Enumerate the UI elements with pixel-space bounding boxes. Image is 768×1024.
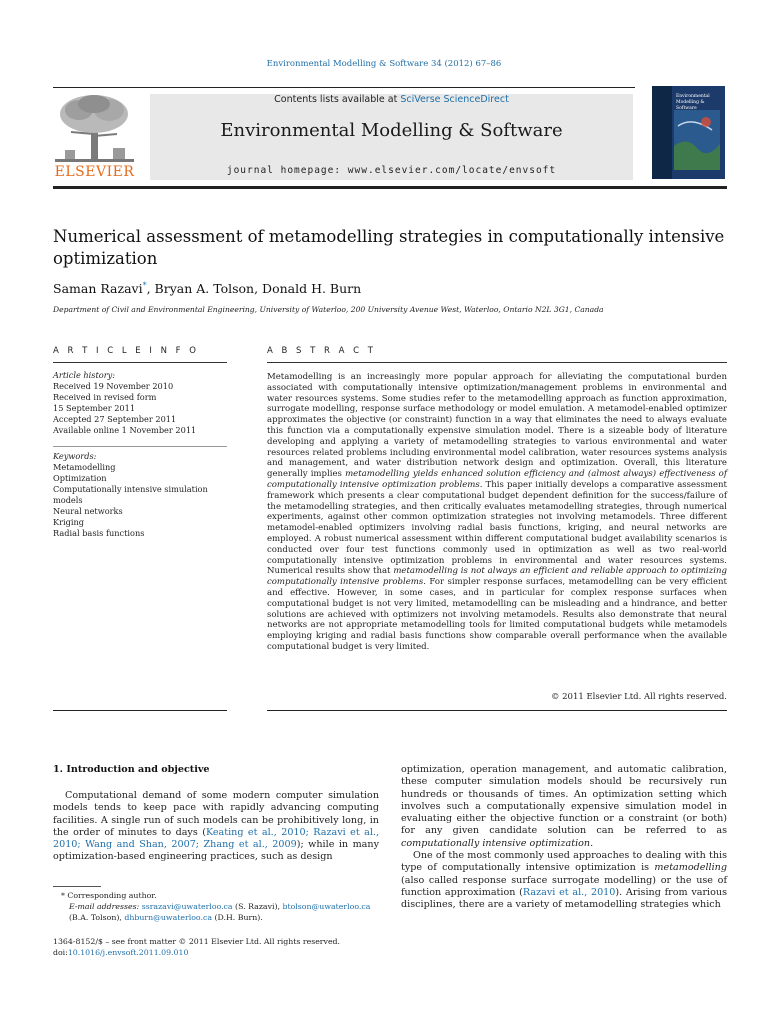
citation-link[interactable]: Keating et al., 2010; Razavi et al., 2010; Wang and Shan, 2007; Zhang et al., 2009 xyxy=(53,826,379,851)
corresponding-author-note: * Corresponding author. xyxy=(61,891,157,900)
keyword-item: Radial basis functions xyxy=(53,528,145,538)
abstract-italic-1: metamodelling yields enhanced solution efficiency and (almost always) effectiveness of computationally intensive optimization problems xyxy=(267,469,727,490)
keyword-item: Metamodelling xyxy=(53,462,116,472)
abstract-italic-2: metamodelling is not always an efficient and reliable approach to optimizing computationally intensive problems xyxy=(267,566,727,588)
history-label: Article history: xyxy=(53,370,115,380)
journal-name: Environmental Modelling & Software xyxy=(220,120,563,141)
other-authors: , Bryan A. Tolson, Donald H. Burn xyxy=(146,281,362,297)
author-razavi: Saman Razavi xyxy=(53,281,143,297)
email-label: E-mail addresses: xyxy=(69,902,142,911)
footnote-rule xyxy=(53,886,101,887)
email-owner: (B.A. Tolson), xyxy=(69,913,125,922)
elsevier-wordmark: ELSEVIER xyxy=(54,164,135,180)
history-item: Accepted 27 September 2011 xyxy=(53,414,177,424)
contents-line xyxy=(150,94,633,105)
footnote xyxy=(53,890,383,923)
header-bottom-rule xyxy=(53,186,727,189)
doi-link[interactable]: 10.1016/j.envsoft.2011.09.010 xyxy=(67,948,189,957)
cover-title: Environmental Modelling & Software xyxy=(676,94,710,111)
abstract-heading: A B S T R A C T xyxy=(267,346,376,356)
section-heading: 1. Introduction and objective xyxy=(53,764,210,775)
intro-paragraph-1-cont xyxy=(401,764,727,850)
contents-prefix: Contents lists available at xyxy=(274,94,401,105)
abstract-text xyxy=(267,372,727,653)
keywords-label: Keywords: xyxy=(53,451,97,461)
email-link[interactable]: ssrazavi@uwaterloo.ca xyxy=(141,902,233,911)
corresponding-author-mark[interactable]: * xyxy=(142,281,147,290)
keywords xyxy=(53,451,233,539)
history-item: Received 19 November 2010 xyxy=(53,381,174,391)
email-line xyxy=(53,901,383,923)
journal-cover-image[interactable] xyxy=(652,86,725,179)
article-title: Numerical assessment of metamodelling strategies in computationally intensive optimization xyxy=(53,227,725,268)
right-column xyxy=(401,764,727,912)
intro-italic: metamodelling xyxy=(654,862,727,874)
keyword-item: models xyxy=(53,495,83,505)
abstract-part-3: . For simpler response surfaces, metamodelling can be very efficient and effective. However, in some cases, and in particular for complex response surfaces when computational budget is not very limited, metamodelling can be misleading and a hindrance, and better solutions are achieved with optimizers not involving metamodels. Results also demonstrate that neural networks are not appropriate metamodelling tools for limited computational budgets while metamodels employing kriging and radial basis functions show comparable overall performance when the available computational budget is very limited. xyxy=(267,577,727,652)
author-list xyxy=(53,281,361,296)
intro-paragraph-2 xyxy=(401,850,727,911)
email-link[interactable]: dhburn@uwaterloo.ca xyxy=(124,913,212,922)
abstract-rule xyxy=(267,362,727,363)
abstract-copyright: © 2011 Elsevier Ltd. All rights reserved. xyxy=(550,692,727,702)
intro-italic: computationally intensive optimization xyxy=(401,837,591,849)
intro-text: . xyxy=(590,837,594,849)
affiliation: Department of Civil and Environmental Engineering, University of Waterloo, 200 University Avenue West, Waterloo, Ontario N2L 3G1, Canada xyxy=(53,305,604,314)
abstract-part-2: . This paper initially develops a comparative assessment framework which presents a clear computational budget dependent definition for the success/failure of the metamodelling strategies, and then critically evaluates metamodelling strategies, through numerical experiments, against other common optimization strategies not involving metamodels. Three different metamodel-enabled optimizers involving radial basis functions, kriging, and neural networks are employed. A robust numerical assessment within different computational budget availability scenarios is conducted over four test functions commonly used in optimization as well as two real-world computationally intensive optimization problems in environmental and water resources systems. Numerical results show that xyxy=(267,479,727,577)
history-item: Available online 1 November 2011 xyxy=(53,425,197,435)
email-link[interactable]: btolson@uwaterloo.ca xyxy=(282,902,371,911)
intro-paragraph-1 xyxy=(53,790,379,864)
intro-text: ). Arising from various disciplines, there are a variety of metamodelling strategies which xyxy=(401,886,727,911)
article-info-heading: A R T I C L E I N F O xyxy=(53,346,199,356)
journal-reference[interactable]: Environmental Modelling & Software 34 (2012) 67–86 xyxy=(266,59,502,69)
article-history xyxy=(53,370,233,436)
keyword-item: Neural networks xyxy=(53,506,123,516)
history-item: Received in revised form xyxy=(53,392,157,402)
keyword-item: Computationally intensive simulation xyxy=(53,484,208,494)
keyword-item: Kriging xyxy=(53,517,85,527)
article-info-divider xyxy=(53,446,227,447)
intro-text: Computational demand of some modern computer simulation models tends to keep pace with rapidly advancing computing facilities. A single run of such models can be prohibitively long, in the order of minutes to days ( xyxy=(53,790,379,838)
citation-link[interactable]: Razavi et al., 2010 xyxy=(522,886,616,898)
tree-logo-icon xyxy=(53,92,136,164)
intro-text: ); while in many optimization-based engineering practices, such as design xyxy=(53,839,379,863)
history-item: 15 September 2011 xyxy=(53,403,136,413)
doi-line xyxy=(53,947,383,958)
issn-line: 1364-8152/$ – see front matter © 2011 Elsevier Ltd. All rights reserved. xyxy=(53,937,341,946)
keyword-item: Optimization xyxy=(53,473,107,483)
journal-homepage[interactable]: journal homepage: www.elsevier.com/locate/envsoft xyxy=(226,165,557,176)
intro-text: One of the most commonly used approaches to dealing with this type of computationally intensive optimization is xyxy=(401,850,727,874)
email-owner: (D.H. Burn). xyxy=(211,913,263,922)
doi-label: doi: xyxy=(53,948,68,957)
abstract-part-1: Metamodelling is an increasingly more popular approach for alleviating the computational burden associated with computationally intensive optimization/management problems in environmental and water resources systems. Some studies refer to the metamodelling approach as function approximation, surrogate modelling, response surface methodology or model emulation. A metamodel-enabled optimizer approximates the objective (or constraint) function in a way that eliminates the need to always evaluate this function via a computationally expensive simulation model. There is a sizeable body of literature developing and applying a variety of metamodelling strategies to various environmental and water resources related problems including environmental model calibration, water resources systems analysis and management, and water distribution network design and optimization. Overall, this literature generally implies xyxy=(267,372,727,480)
intro-text: (also called response surface surrogate modelling) or the use of function approximation ( xyxy=(401,874,727,898)
article-info-rule xyxy=(53,362,227,363)
header-top-rule xyxy=(53,87,635,88)
email-owner: (S. Razavi), xyxy=(232,902,283,911)
elsevier-logo[interactable] xyxy=(53,92,136,182)
sciencedirect-link[interactable]: SciVerse ScienceDirect xyxy=(400,94,509,105)
journal-banner xyxy=(150,94,633,180)
abstract-end-rule xyxy=(267,710,727,711)
intro-text: optimization, operation management, and automatic calibration, these computer simulation models should be recursively run hundreds or thousands of times. An optimization setting which involves such a computationally expensive simulation model in evaluating either the objective function or a constraint (or both) for any given candidate solution can be referred to as xyxy=(401,764,727,837)
issn-block xyxy=(53,936,383,958)
article-info-end-rule xyxy=(53,710,227,711)
